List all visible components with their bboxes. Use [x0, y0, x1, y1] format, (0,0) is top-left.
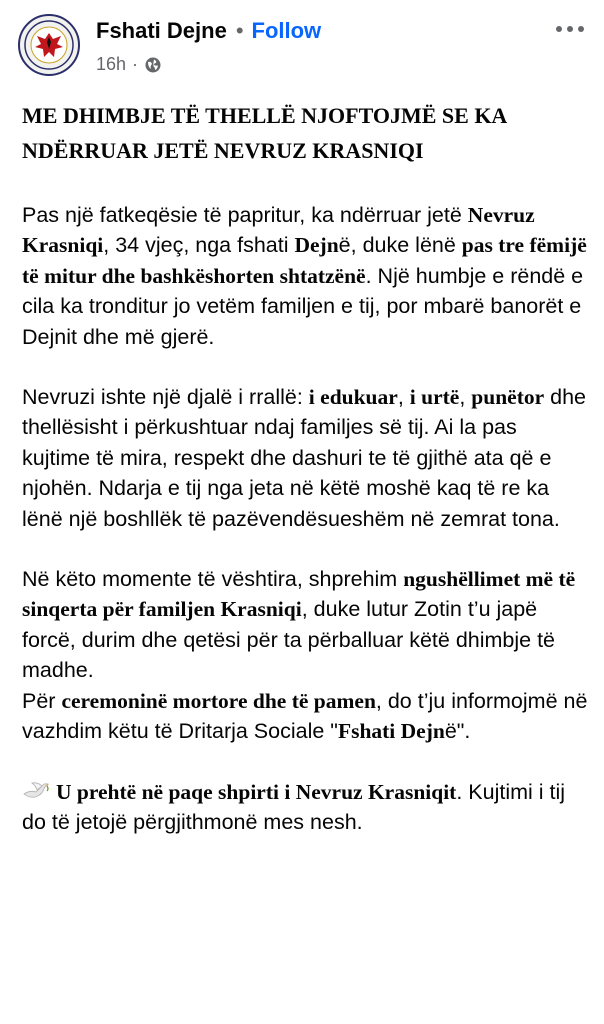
post-time[interactable]: 16h: [96, 54, 127, 74]
p5-bold-1: U prehtë në paqe shpirti i Nevruz Krasniqit: [56, 779, 457, 804]
p1-text-4: . Një humbje e rëndë e cila ka tronditur jo vetëm familjen e tij, por mbarë banorët e Dejnit dhe më gjerë.: [22, 263, 584, 349]
paragraph-5: [22, 777, 588, 838]
page-name-row: [96, 18, 321, 44]
p1-text-3: ë, duke lënë: [338, 233, 462, 258]
page-name-link[interactable]: Fshati Dejne: [96, 18, 227, 43]
p1-bold-family: pas tre fëmijë të mitur dhe bashkëshorten shtatzënë: [22, 233, 587, 288]
post-body: [22, 200, 588, 837]
p3-bold-1: ngushëllimet më të sinqerta për familjen Krasniqi: [22, 567, 576, 622]
eagle-emblem-icon: [20, 16, 78, 74]
p2-text-2: ,: [397, 385, 410, 410]
post-meta: [96, 54, 162, 75]
dove-icon: [22, 780, 50, 802]
p4-text-3: ë".: [444, 719, 471, 744]
p4-bold-1: ceremoninë mortore dhe të pamen: [61, 688, 376, 713]
p3-text-1: Në këto momente të vështira, shprehim: [22, 567, 404, 592]
paragraph-2: [22, 382, 588, 534]
p1-text-1: Pas një fatkeqësie të papritur, ka ndërruar jetë: [22, 203, 468, 227]
p2-text-1: Nevruzi ishte një djalë i rrallë:: [22, 385, 309, 410]
post-header: [0, 0, 604, 82]
p1-text-2: , 34 vjeç, nga fshati: [103, 233, 295, 258]
p3-text-2: , duke lutur Zotin t’u japë forcë, durim dhe qetësi për ta përballuar këtë dhimbje të madhe.: [22, 597, 556, 683]
meta-separator: ·: [132, 54, 139, 74]
p2-bold-1: i edukuar: [308, 385, 398, 410]
p4-text-2: , do t’ju informojmë në vazhdim këtu të Dritarja Sociale ": [22, 688, 588, 744]
p2-bold-2: i urtë: [409, 385, 460, 410]
paragraph-4: [22, 686, 588, 747]
p1-bold-village: Dejn: [294, 233, 339, 258]
paragraph-3: [22, 564, 588, 686]
p2-text-4: dhe thellësisht i përkushtuar ndaj familjes së tij. Ai la pas kujtime të mira, respekt dhe dashuri te të gjithë ata që e njohën. Ndarja e tij nga jeta në këtë moshë kaq të re ka lënë një boshllëk të pazëvendësueshëm në zemrat tona.: [22, 385, 587, 531]
p5-text-1: . Kujtimi i tij do të jetojë përgjithmonë mes nesh.: [22, 779, 566, 834]
p1-bold-name: Nevruz Krasniqi: [22, 203, 535, 258]
follow-button[interactable]: Follow: [251, 18, 322, 43]
paragraph-1: [22, 200, 588, 352]
title-line-1: ME DHIMBJE TË THELLË NJOFTOJMË SE KA: [22, 103, 508, 128]
title-line-2: NDËRRUAR JETË NEVRUZ KRASNIQI: [22, 138, 424, 163]
p2-text-3: ,: [459, 385, 472, 410]
p4-bold-2: Fshati Dejn: [337, 719, 445, 744]
separator-dot: •: [235, 18, 244, 43]
post-title: [22, 98, 582, 168]
p2-bold-3: punëtor: [471, 385, 545, 410]
p4-text-1: Për: [22, 688, 62, 713]
globe-icon[interactable]: [144, 56, 162, 74]
more-options-icon[interactable]: [556, 24, 584, 34]
page-avatar[interactable]: [18, 14, 80, 76]
